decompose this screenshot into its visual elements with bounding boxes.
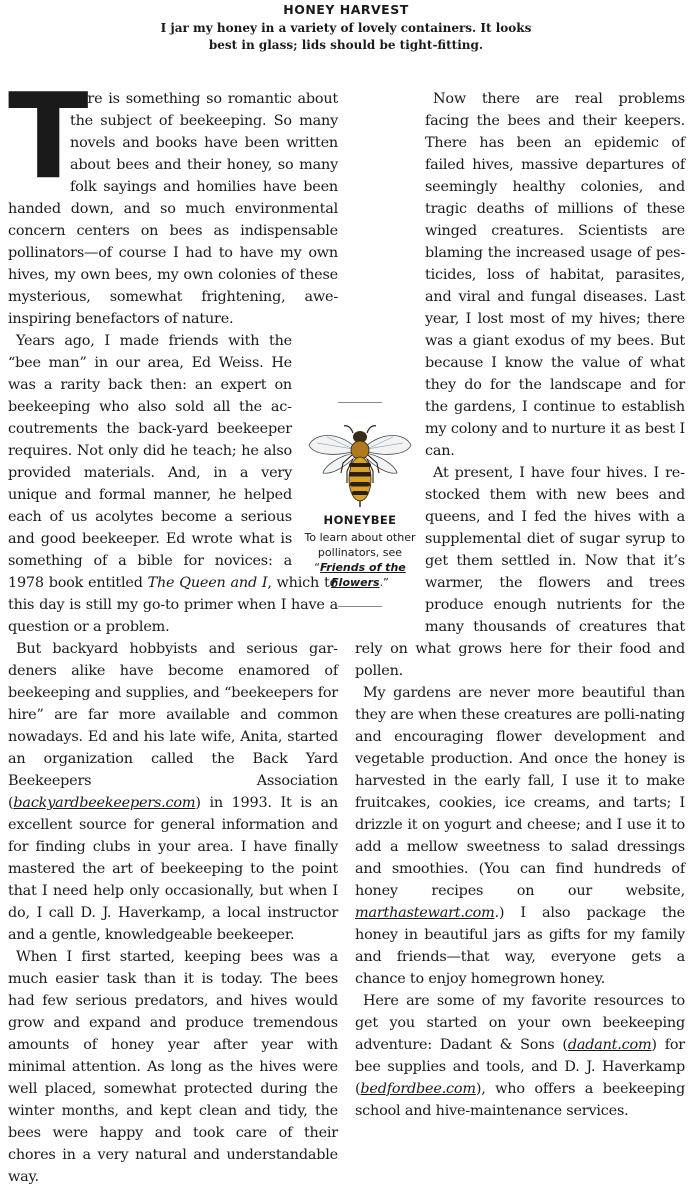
dadant-link[interactable]: dadant.com (567, 1037, 652, 1053)
photo-caption: I jar my honey in a variety of lovely containers. It looks best in glass; lids should be tight-fitting. (160, 21, 532, 52)
paragraph-text: ) in 1993. It is an excellent source for general information and for finding clubs in your area. I have finally mastered the art of beekeeping to the point that I need help only occasionally, but when I do, I call D. J. Haverkamp, a local instructor and a gentle, knowledgeable beekeeper. (8, 795, 338, 943)
sidebar-text-after: .” (379, 576, 389, 589)
marthastewart-link[interactable]: marthastewart.com (355, 905, 495, 921)
article-column-left (8, 67, 338, 1188)
article-column-right (355, 0, 685, 86)
paragraph-text: , which to this day is still my go-to primer when I have a question or a problem. (8, 575, 338, 635)
sidebar-text-before: To learn about other pollinators, see “ (304, 531, 416, 574)
article-paragraph (8, 330, 338, 638)
article-paragraph (8, 67, 338, 330)
paragraph-text: At present, I have four hives. I restocked them with new bees and queens, and I fed the hives with a supplemental diet of sugar syrup to get them settled in. Now that it’s warmer, the flowers and trees produce enough nutrients for the many thousands of creatures that rely on what grows here for their food and pollen. (355, 465, 685, 679)
article-paragraph (355, 990, 685, 1122)
paragraph-text: My gardens are never more beautiful than they are when these creatures are polli-nating and encouraging flower development and vegetable production. And once the honey is harvested in the early fall, I use it to make fruitcakes, cookies, ice creams, and tarts; I drizzle it on yogurt and cheese; and I use it to add a mellow sweetness to salad dressings and smoothies. (You can find hundreds of honey recipes on our website, (355, 685, 685, 899)
article-paragraph (8, 638, 338, 946)
paragraph-text: ), who offers a beekeeping school and hive-maintenance services. (355, 1081, 685, 1119)
paragraph-text: ) for bee supplies and tools, and D. J. Haverkamp ( (355, 1037, 685, 1097)
sidebar-top-rule (338, 402, 382, 403)
sidebar-heading: HONEYBEE (323, 513, 397, 527)
sidebar-text (300, 530, 420, 590)
drop-cap: T (8, 67, 89, 205)
caption-heading: HONEY HARVEST (283, 2, 409, 17)
article-paragraph (355, 682, 685, 990)
paragraph-text: Now there are real problems facing the bees and their keepers. There has been an epidemic of failed hives, massive departures of seemingly healthy colonies, and tragic deaths of millions of these winged creatures. Scientists are blaming the increased usage of pes-ticides, loss of habitat, parasites, and viral and fungal diseases. Last year, I lost most of my hives; there was a giant exodus of my bees. But because I know the value of what they do for the landscape and for the gardens, I continue to establish my colony and to nurture it as best I can. (425, 91, 685, 459)
friends-of-the-flowers-link[interactable]: Friends of the Flowers (319, 561, 406, 589)
paragraph-text: .) I also package the honey in beautiful jars as gifts for my family and friends—that way, everyone gets a chance to enjoy homegrown honey. (355, 905, 685, 987)
article-paragraph (8, 946, 338, 1188)
bedfordbee-link[interactable]: bedfordbee.com (360, 1081, 476, 1097)
honeybee-illustration (307, 425, 413, 509)
paragraph-text: But backyard hobbyists and serious gardeners alike have become enamored of beekeeping and supplies, and “beekeepers for hire” are far more available and common nowadays. Ed and his late wife, Anita, started an organization called the Back Yard Beekeepers Association ( (8, 641, 338, 811)
paragraph-text: When I first started, keeping bees was a much easier task than it is today. The bees had few serious predators, and hives would grow and expand and produce tremendous amounts of honey year after year with minimal attention. As long as the hives were well placed, somewhat protected during the winter months, and kept clean and tidy, the bees were happy and took care of their chores in a very natural and understandable way. (8, 949, 338, 1185)
book-title: The Queen and I (147, 575, 268, 591)
sidebar-bottom-rule (338, 606, 382, 607)
paragraph-text: Years ago, I made friends with the “bee man” in our area, Ed Weiss. He was a rarity back then: an expert on beekeeping who also sold all the accoutrements the back-yard beekeeper requires. Not only did he teach; he also provided materials. And, in a very unique and formal manner, he helped each of us acolytes become a serious and good beekeeper. Ed wrote what is something of a bible for novices: a 1978 book entitled (8, 333, 292, 591)
paragraph-text: Here are some of my favorite resources to get you started on your own beekeeping adventure: Dadant & Sons ( (355, 993, 685, 1053)
honeybee-sidebar (300, 402, 420, 607)
backyardbeekeepers-link[interactable]: backyardbeekeepers.com (13, 795, 196, 811)
paragraph-text: here is something so romantic about the subject of beekeeping. So many novels and books have been written about bees and their honey, so many folk sayings and homilies have been handed down, and so much environmental concern centers on bees as indispensable pollinators—of course I had to have my own hives, my own bees, my own colonies of these mysterious, somewhat frightening, awe-inspiring benefactors of nature. (8, 91, 338, 327)
